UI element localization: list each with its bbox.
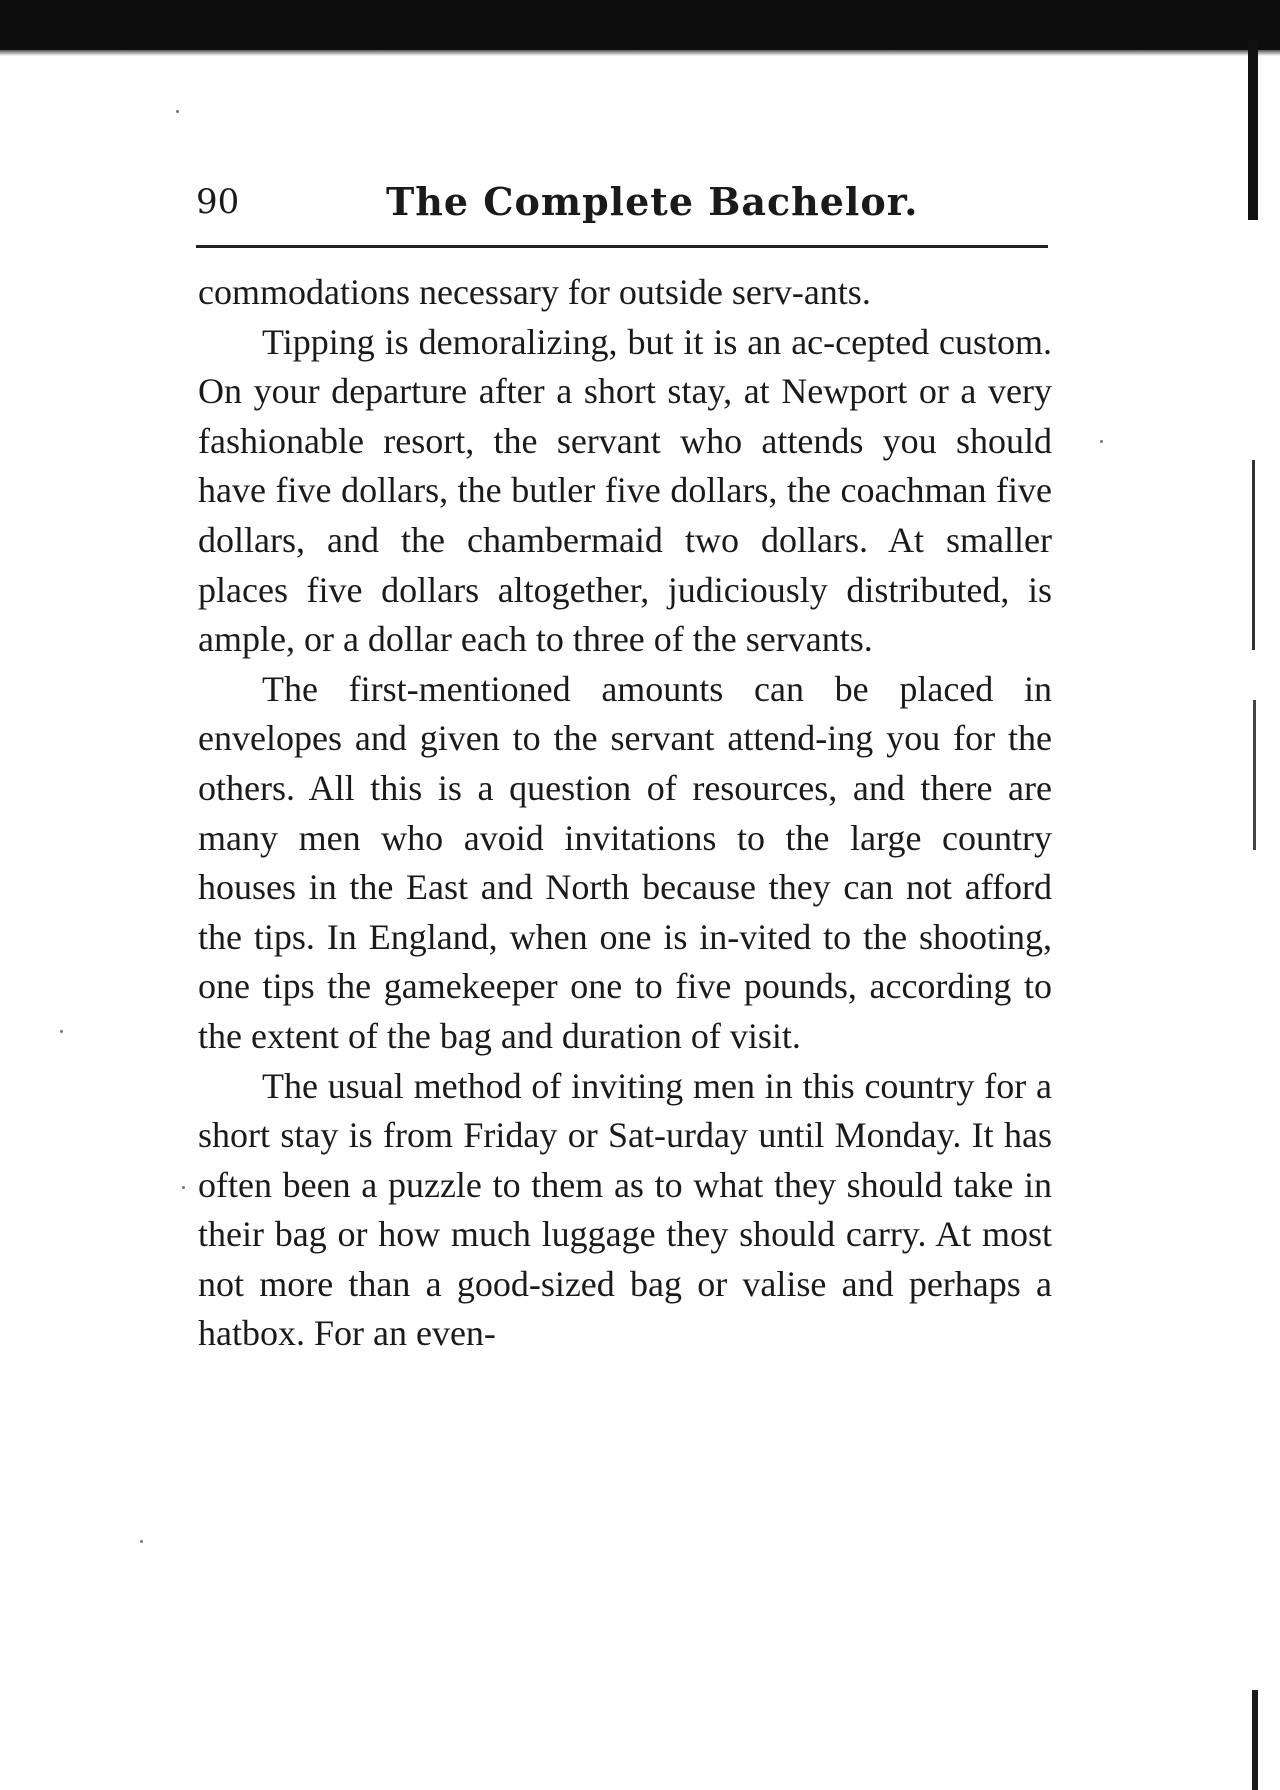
page-number: 90 [196,182,240,222]
paragraph: The first-mentioned amounts can be placed in envelopes and given to the servant attend-ing you for the others. All this is a question of resources, and there are many men who avoid invitations to the large country houses in the East and North because they can not afford the tips. In England, when one is in-vited to the shooting, one tips the gamekeeper one to five pounds, according to the extent of the bag and duration of visit. [198,668,1052,1056]
scan-speck [176,110,179,113]
paragraph: The usual method of inviting men in this country for a short stay is from Friday or Sat-urday until Monday. It has often been a puzzle to them as to what they should take in their bag or how much luggage they should carry. At most not more than a good-sized bag or valise and perhaps a hatbox. For an even- [198,1065,1052,1354]
body-text [198,268,1052,1359]
scan-right-edge-mark [1252,1690,1258,1790]
scan-speck [1100,440,1103,443]
page-header [196,176,1048,228]
scan-speck [60,1030,63,1033]
scan-right-edge-mark [1253,700,1256,850]
scan-right-edge-mark [1252,460,1255,650]
scan-top-edge [0,0,1280,50]
scan-right-edge [1248,40,1258,220]
paragraph: Tipping is demoralizing, but it is an ac-cepted custom. On your departure after a short stay, at Newport or a very fashionable resort, the servant who attends you should have five dollars, the butler five dollars, the coachman five dollars, and the chambermaid two dollars. At smaller places five dollars altogether, judiciously distributed, is ample, or a dollar each to three of the servants. [198,321,1052,660]
scan-edge-shadow [0,50,1280,56]
paragraph: commodations necessary for outside serv-ants. [198,272,871,312]
running-title: The Complete Bachelor. [386,179,919,224]
scan-speck [140,1540,143,1543]
scan-speck [182,1186,185,1189]
header-rule [196,245,1048,248]
